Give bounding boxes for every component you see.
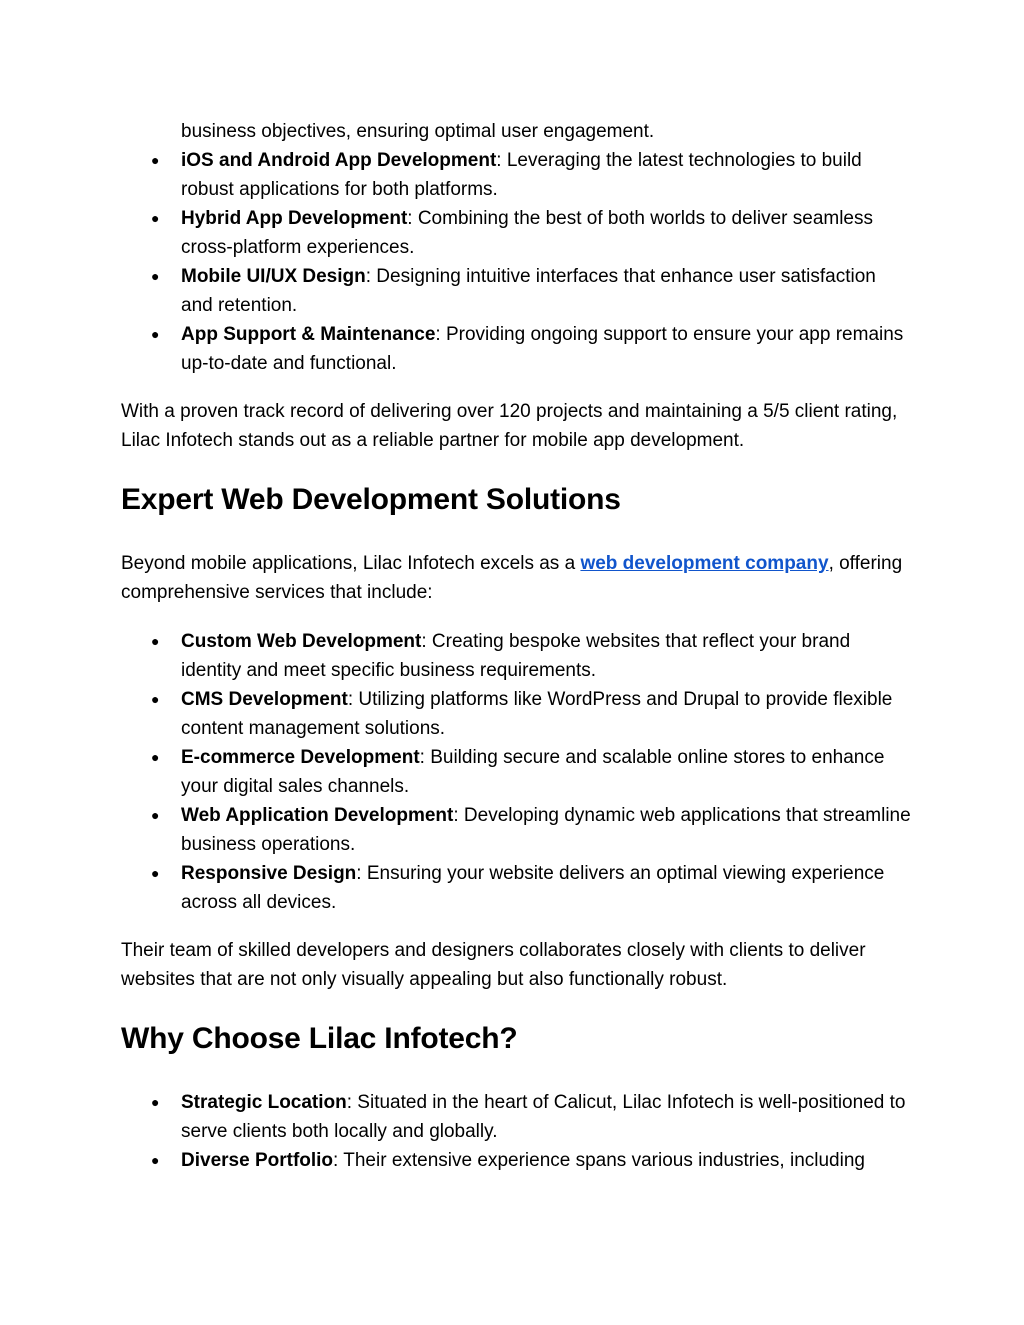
list-item-term: App Support & Maintenance	[181, 324, 436, 345]
bullet-icon: ●	[151, 268, 160, 284]
list-item-term: Hybrid App Development	[181, 208, 408, 229]
list-item-desc: : Their extensive experience spans various industries, including	[333, 1150, 865, 1171]
list-item-desc: : Combining the best of both worlds to deliver seamless cross-platform experiences.	[181, 208, 873, 258]
bullet-icon: ●	[151, 691, 160, 707]
web-intro-paragraph	[121, 549, 911, 607]
web-intro-before: Beyond mobile applications, Lilac Infotech excels as a	[121, 553, 581, 574]
list-item-desc: : Utilizing platforms like WordPress and Drupal to provide flexible content management solutions.	[181, 689, 893, 739]
track-record-paragraph: With a proven track record of delivering over 120 projects and maintaining a 5/5 client rating, Lilac Infotech stands out as a reliable partner for mobile app development.	[121, 401, 898, 451]
bullet-icon: ●	[151, 1152, 160, 1168]
list-item	[0, 627, 911, 685]
list-item-desc: : Designing intuitive interfaces that enhance user satisfaction and retention.	[181, 266, 876, 316]
why-section-heading: Why Choose Lilac Infotech?	[121, 1022, 518, 1055]
web-intro-after: , offering comprehensive services that include:	[121, 553, 903, 603]
list-item-term: Web Application Development	[181, 805, 454, 826]
web-section-heading: Expert Web Development Solutions	[121, 483, 621, 516]
list-item-desc: : Providing ongoing support to ensure your app remains up-to-date and functional.	[181, 324, 904, 374]
bullet-icon: ●	[151, 210, 160, 226]
list-item-term: iOS and Android App Development	[181, 150, 497, 171]
why-reasons-list	[0, 1088, 1024, 1175]
bullet-icon: ●	[151, 749, 160, 765]
list-item-desc: : Situated in the heart of Calicut, Lilac Infotech is well-positioned to serve clients both locally and globally.	[181, 1092, 906, 1142]
list-item-term: Responsive Design	[181, 863, 357, 884]
mobile-services-list	[0, 146, 1024, 378]
list-item-term: CMS Development	[181, 689, 348, 710]
intro-continuation: business objectives, ensuring optimal user engagement.	[181, 121, 655, 142]
web-closing-paragraph: Their team of skilled developers and designers collaborates closely with clients to deliver websites that are not only visually appealing but also functionally robust.	[121, 940, 866, 990]
list-item-term: Mobile UI/UX Design	[181, 266, 366, 287]
list-item	[0, 801, 911, 859]
list-item-desc: : Creating bespoke websites that reflect your brand identity and meet specific business requirements.	[181, 631, 851, 681]
list-item	[0, 146, 911, 204]
bullet-icon: ●	[151, 633, 160, 649]
list-item	[0, 204, 911, 262]
bullet-icon: ●	[151, 807, 160, 823]
web-development-company-link[interactable]: web development company	[580, 553, 829, 574]
list-item-term: Diverse Portfolio	[181, 1150, 334, 1171]
list-item-term: Custom Web Development	[181, 631, 422, 652]
list-item	[0, 1088, 911, 1146]
list-item	[0, 743, 911, 801]
list-item-desc: : Leveraging the latest technologies to build robust applications for both platforms.	[181, 150, 862, 200]
web-services-list	[0, 627, 1024, 917]
list-item	[0, 320, 911, 378]
bullet-icon: ●	[151, 326, 160, 342]
list-item-desc: : Building secure and scalable online stores to enhance your digital sales channels.	[181, 747, 885, 797]
bullet-icon: ●	[151, 865, 160, 881]
bullet-icon: ●	[151, 1094, 160, 1110]
list-item	[0, 1146, 911, 1175]
list-item	[0, 685, 911, 743]
list-item-desc: : Developing dynamic web applications that streamline business operations.	[181, 805, 911, 855]
list-item-term: Strategic Location	[181, 1092, 347, 1113]
list-item	[0, 859, 911, 917]
list-item-desc: : Ensuring your website delivers an optimal viewing experience across all devices.	[181, 863, 885, 913]
list-item-term: E-commerce Development	[181, 747, 420, 768]
bullet-icon: ●	[151, 152, 160, 168]
list-item	[0, 262, 911, 320]
